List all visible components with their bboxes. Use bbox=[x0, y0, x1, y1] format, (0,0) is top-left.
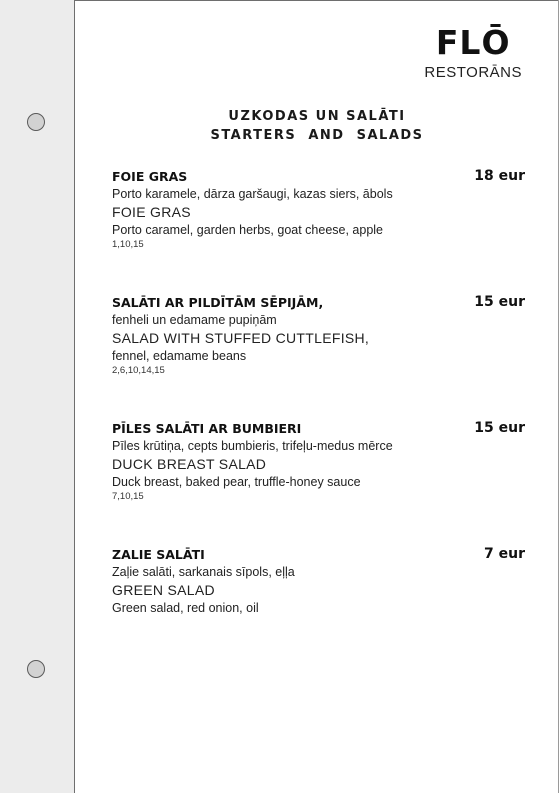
item-description-en: fennel, edamame beans bbox=[112, 349, 247, 363]
menu-item-cuttlefish-salad bbox=[112, 294, 525, 377]
logo-subtitle: RESTORĀNS bbox=[424, 64, 522, 81]
item-name-en: FOIE GRAS bbox=[112, 204, 191, 220]
item-allergens: 2,6,10,14,15 bbox=[112, 365, 165, 376]
item-price: 18 eur bbox=[474, 168, 525, 184]
item-description-en: Green salad, red onion, oil bbox=[112, 601, 259, 615]
item-description-lv: Zaļie salāti, sarkanais sīpols, eļļa bbox=[112, 565, 295, 579]
item-description-lv: Pīles krūtiņa, cepts bumbieris, trifeļu-medus mērce bbox=[112, 439, 393, 453]
item-name-lv: SALĀTI AR PILDĪTĀM SĒPIJĀM, bbox=[112, 295, 324, 310]
item-name-en: GREEN SALAD bbox=[112, 582, 215, 598]
item-description-en: Porto caramel, garden herbs, goat cheese, apple bbox=[112, 223, 384, 237]
item-description-lv: Porto karamele, dārza garšaugi, kazas siers, ābols bbox=[112, 187, 393, 201]
item-name-lv: PĪLES SALĀTI AR BUMBIERI bbox=[112, 421, 302, 436]
item-allergens: 1,10,15 bbox=[112, 239, 144, 250]
menu-item-foie-gras bbox=[112, 168, 525, 251]
item-name-en: DUCK BREAST SALAD bbox=[112, 456, 267, 472]
section-title-lv: UZKODAS UN SALĀTI bbox=[228, 109, 406, 124]
restaurant-logo bbox=[424, 24, 522, 82]
item-name-lv: FOIE GRAS bbox=[112, 169, 188, 184]
page-top-border bbox=[75, 0, 559, 1]
section-title bbox=[75, 107, 559, 145]
section-title-en: STARTERS AND SALADS bbox=[210, 128, 424, 143]
item-price: 7 eur bbox=[484, 546, 525, 562]
menu-item-green-salad bbox=[112, 546, 525, 617]
binder-hole-top bbox=[27, 113, 45, 131]
item-name-en: SALAD WITH STUFFED CUTTLEFISH, bbox=[112, 330, 370, 346]
item-description-en: Duck breast, baked pear, truffle-honey sauce bbox=[112, 475, 361, 489]
item-description-lv: fenheli un edamame pupiņām bbox=[112, 313, 277, 327]
binder-hole-bottom bbox=[27, 660, 45, 678]
item-price: 15 eur bbox=[474, 294, 525, 310]
binder-strip bbox=[0, 0, 75, 793]
logo-wordmark: FLŌ bbox=[435, 23, 511, 62]
item-name-lv: ZALIE SALĀTI bbox=[112, 547, 205, 562]
item-price: 15 eur bbox=[474, 420, 525, 436]
menu-item-duck-breast-salad bbox=[112, 420, 525, 503]
item-allergens: 7,10,15 bbox=[112, 491, 144, 502]
